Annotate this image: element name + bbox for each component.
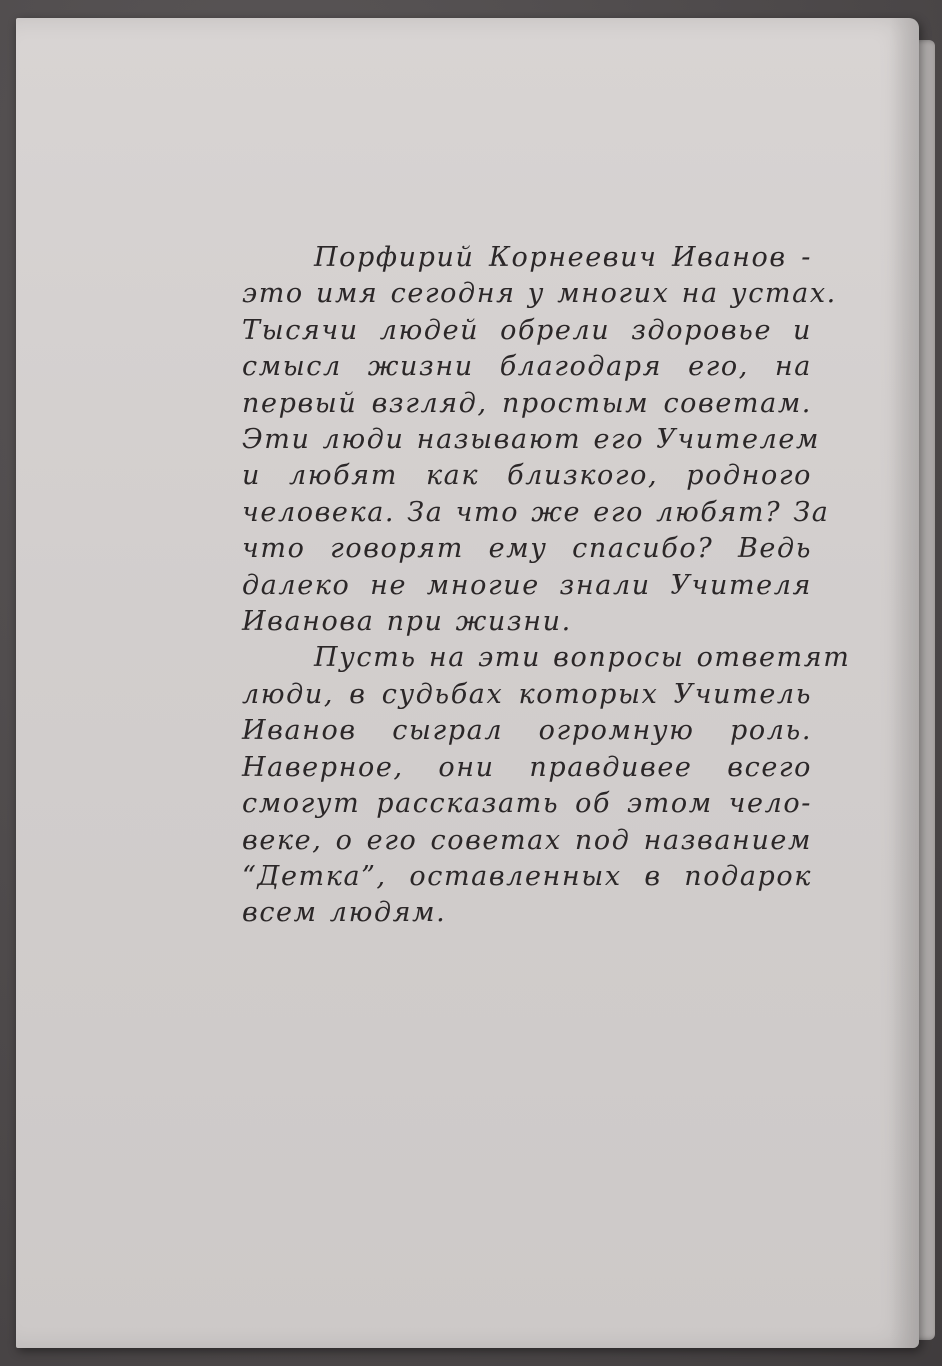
text-line: Пусть на эти вопросы ответят [314,642,851,674]
text-line: смогут рассказать об этом чело- [242,788,812,820]
text-line: Иванова при жизни. [242,606,572,638]
text-line: и любят как близкого, родного [242,460,812,492]
paragraph-1 [242,240,837,640]
text-line: человека. За что же его любят? За [242,496,830,528]
text-line: первый взгляд, простым советам. [242,387,812,419]
text-line: всем людям. [242,897,447,929]
text-line: Эти люди называют его Учителем [242,424,820,456]
page-text [242,240,851,932]
text-line: что говорят ему спасибо? Ведь [242,533,812,565]
text-line: люди, в судьбах которых Учитель [242,678,812,710]
text-line: “Детка”, оставленных в подарок [242,860,812,892]
text-line: Порфирий Корнеевич Иванов - [314,242,812,273]
text-line: Тысячи людей обрели здоровье и [242,314,812,346]
text-line: Иванов сыграл огромную роль. [242,715,812,747]
text-line: это имя сегодня у многих на устах. [242,278,837,310]
book-page [16,18,919,1348]
text-line: далеко не многие знали Учителя [242,569,812,601]
paragraph-2 [242,640,851,931]
text-line: веке, о его советах под названием [242,824,812,856]
text-line: смысл жизни благодаря его, на [242,351,812,383]
text-line: Наверное, они правдивее всего [242,751,812,783]
